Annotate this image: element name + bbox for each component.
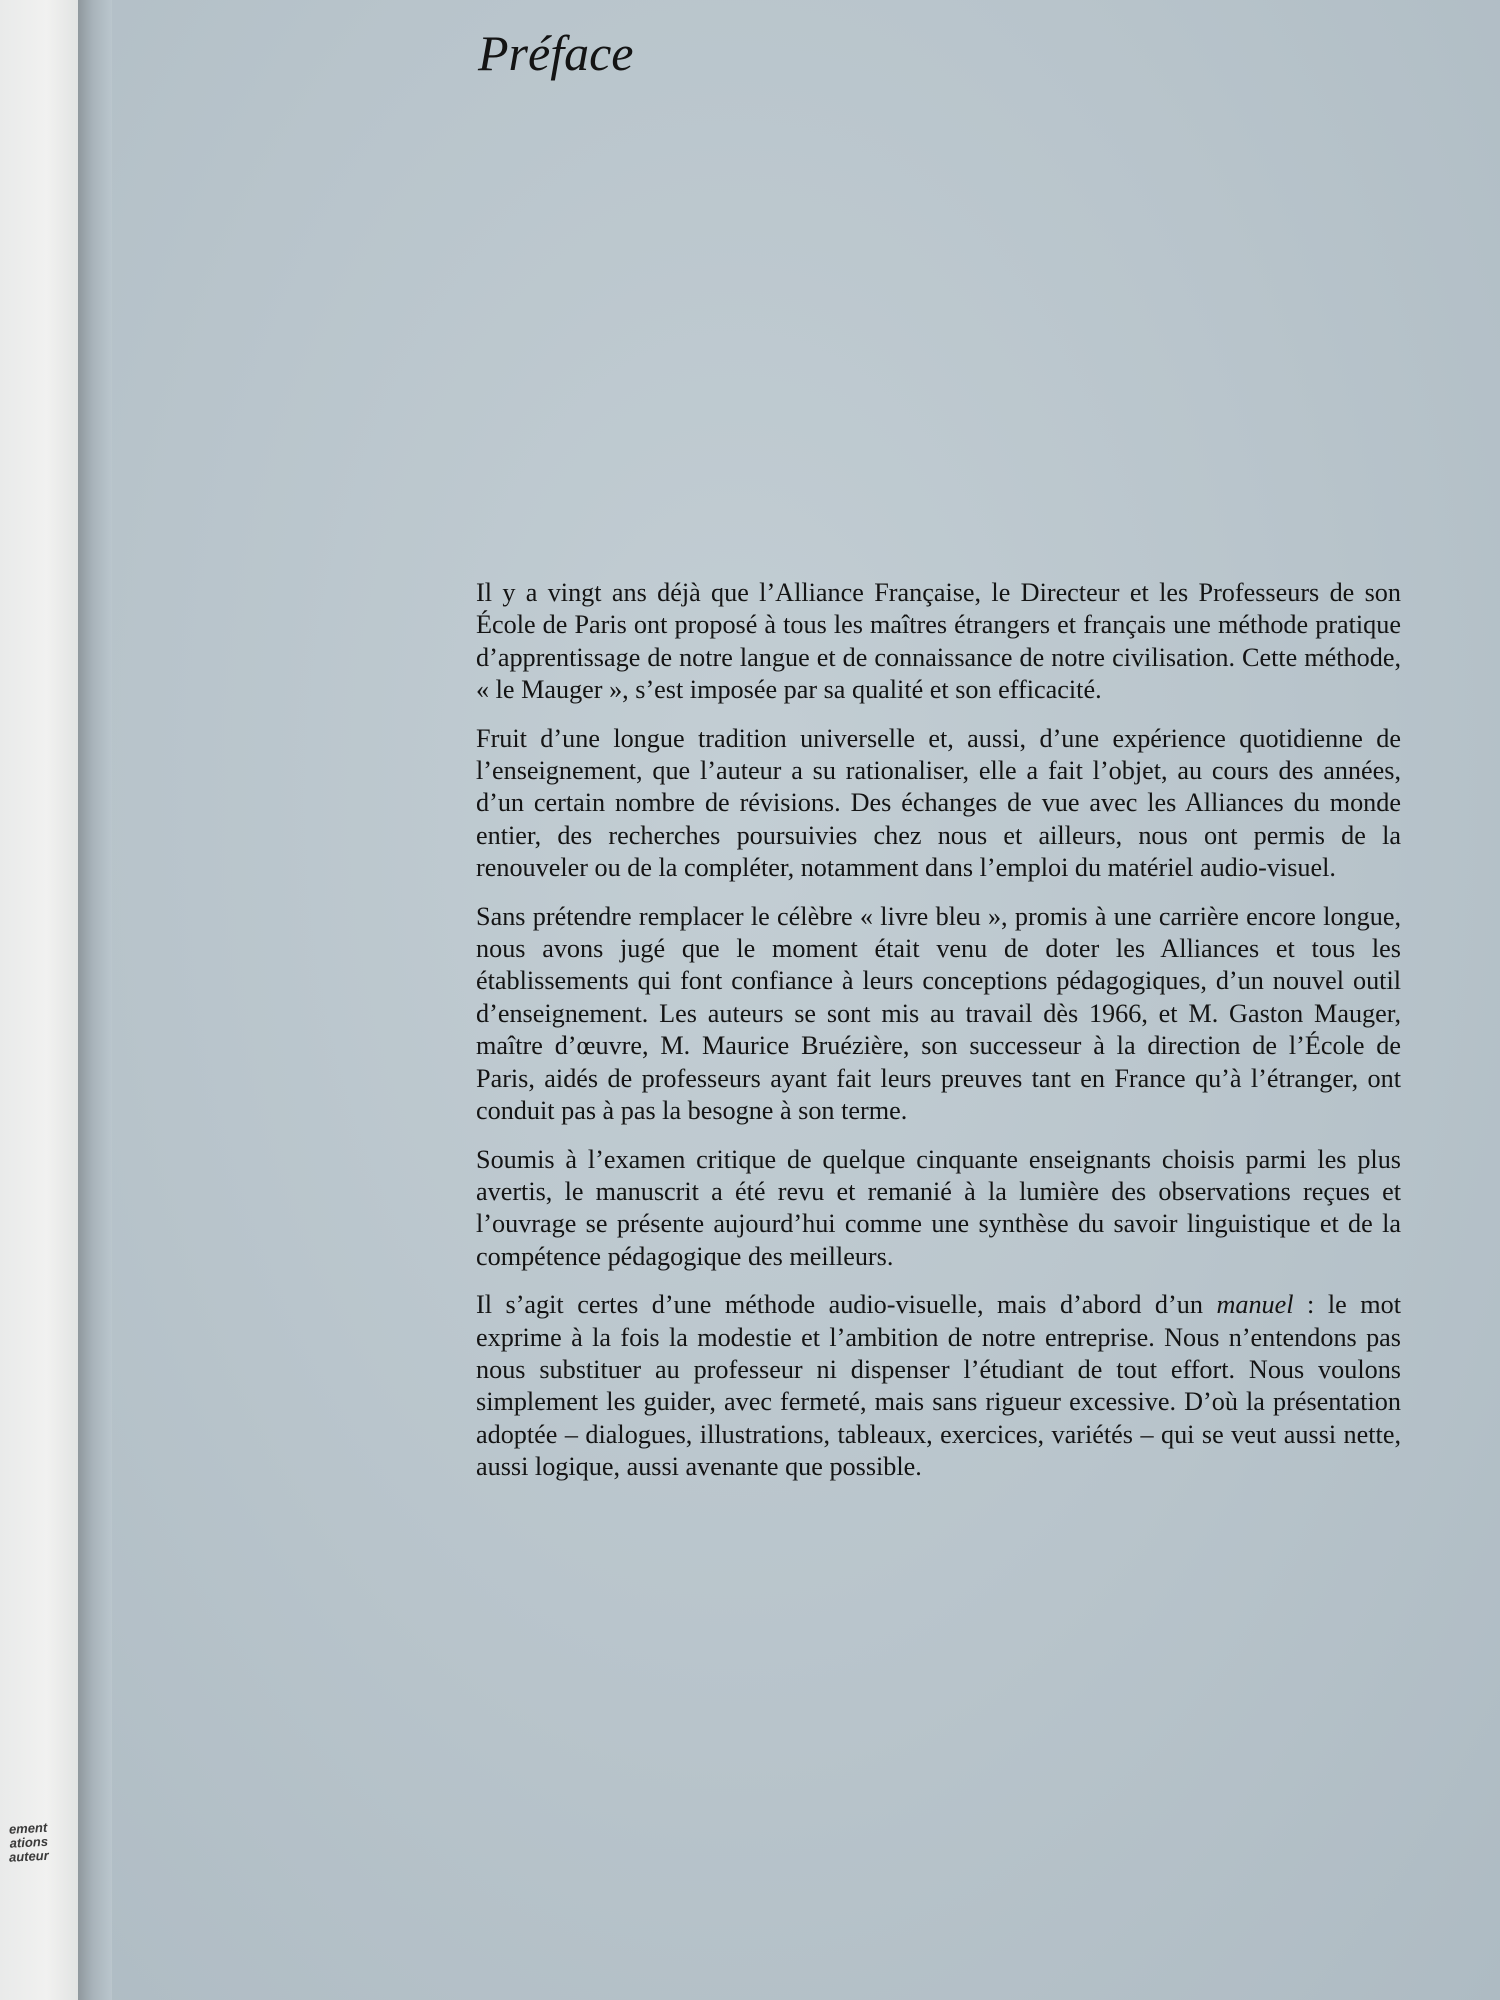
paragraph-4: Soumis à l’examen critique de quelque cinquante enseignants choisis parmi les plus avertis, le manuscrit a été revu et remanié à la lumière des observations reçues et l’ouvrage se présente aujourd’hui comme une synthèse du savoir linguistique et de la compétence pédagogique des meilleurs. — [476, 1144, 1401, 1271]
paragraph-5-end: : le mot exprime à la fois la modestie et l’ambition de notre entreprise. Nous n’entendons pas nous substituer au professeur ni dispenser l’étudiant de tout effort. Nous voulons simplement les guider, avec fermeté, mais sans rigueur excessive. D’où la présentation adoptée – dialogues, illustrations, tableaux, exercices, variétés – qui se veut aussi nette, aussi logique, aussi avenante que possible. — [476, 1290, 1401, 1482]
paragraph-5-start: Il s’agit certes d’une méthode audio-visuelle, mais d’abord d’un — [476, 1290, 1217, 1320]
left-page-margin — [0, 0, 78, 2000]
preface-body — [476, 577, 1401, 1484]
page-title: Préface — [478, 25, 634, 81]
manuel-emphasis: manuel — [1216, 1290, 1294, 1320]
paragraph-1: Il y a vingt ans déjà que l’Alliance Française, le Directeur et les Professeurs de son École de Paris ont proposé à tous les maîtres étrangers et français une méthode pratique d’apprentissage de notre langue et de connaissance de notre civilisation. Cette méthode, « le Mauger », s’est imposée par sa qualité et son efficacité. — [476, 578, 1401, 705]
left-fragment-line: auteur — [8, 1847, 50, 1865]
left-fragment-line: ement — [8, 1819, 48, 1837]
paragraph-3: Sans prétendre remplacer le célèbre « livre bleu », promis à une carrière encore longue, nous avons jugé que le moment était venu de doter les Alliances et tous les établissements qui font confiance à leurs conceptions pédagogiques, d’un nouvel outil d’enseignement. Les auteurs se sont mis au travail dès 1966, et M. Gaston Mauger, maître d’œuvre, M. Maurice Bruézière, son successeur à la direction de l’École de Paris, aidés de professeurs ayant fait leurs preuves tant en France qu’à l’étranger, ont conduit pas à pas la besogne à son terme. — [476, 901, 1401, 1126]
left-fragment-line: ations — [9, 1833, 49, 1851]
paragraph-5 — [476, 1289, 1401, 1483]
book-gutter — [78, 0, 112, 2000]
paragraph-2: Fruit d’une longue tradition universelle et, aussi, d’une expérience quotidienne de l’enseignement, que l’auteur a su rationaliser, elle a fait l’objet, au cours des années, d’un certain nombre de révisions. Des échanges de vue avec les Alliances du monde entier, des recherches poursuivies chez nous et ailleurs, nous ont permis de la renouveler ou de la compléter, notamment dans l’emploi du matériel audio-visuel. — [476, 723, 1401, 883]
left-page-text-fragment — [0, 1821, 49, 1865]
